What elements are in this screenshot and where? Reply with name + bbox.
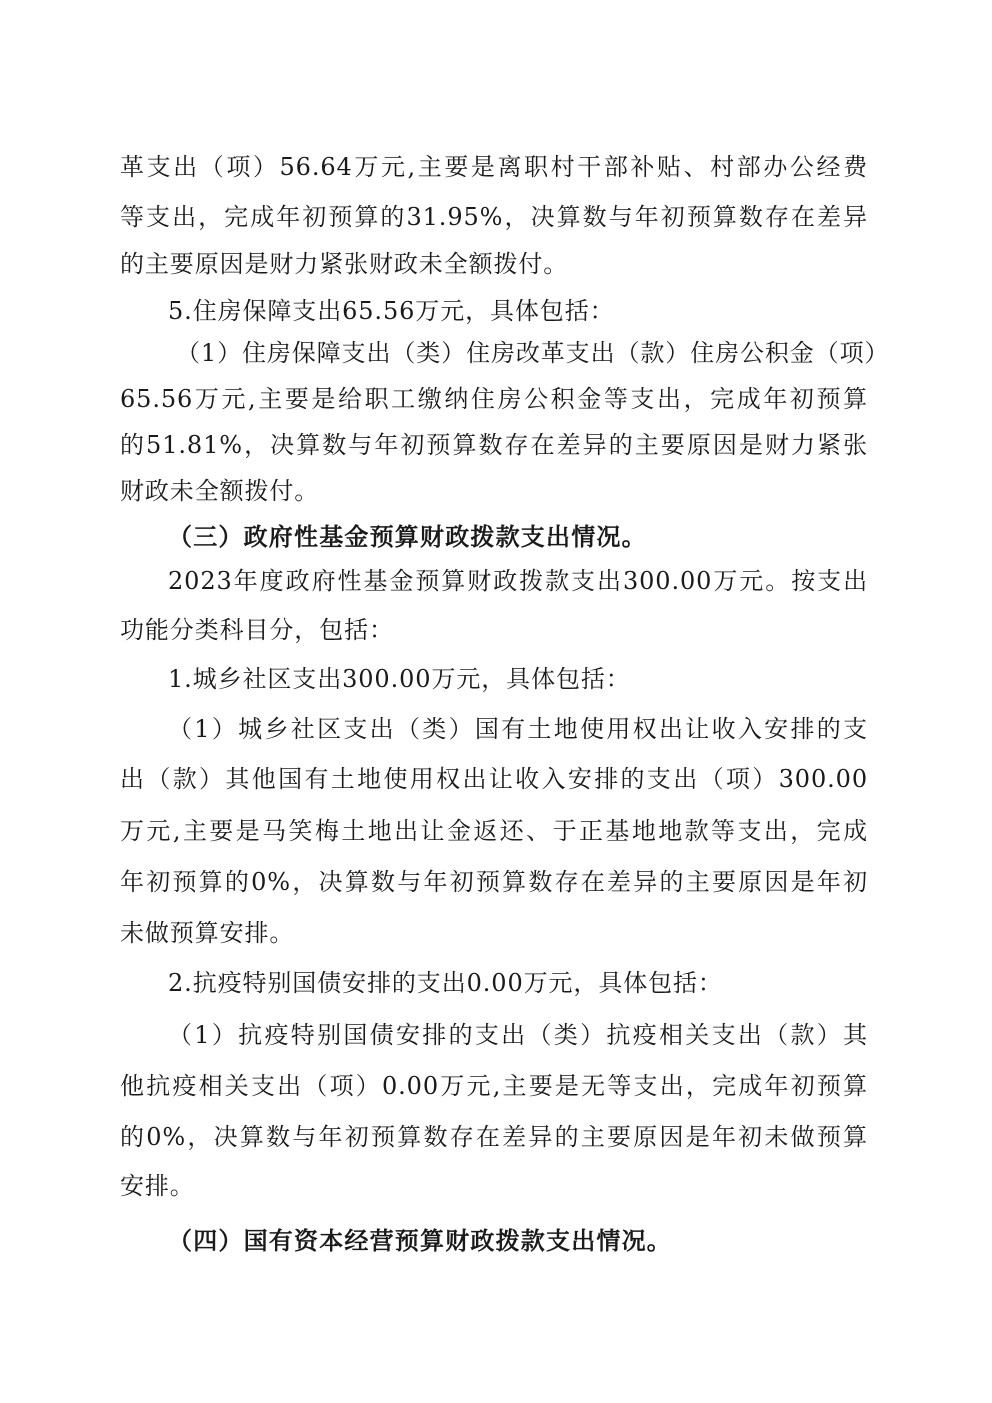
text-line: （1）城乡社区支出（类）国有土地使用权出让收入安排的支	[168, 715, 868, 743]
text-line: 年初预算的0%，决算数与年初预算数存在差异的主要原因是年初	[120, 868, 868, 896]
text-line: 他抗疫相关支出（项）0.00万元,主要是无等支出，完成年初预算	[120, 1072, 868, 1100]
text-line: 未做预算安排。	[120, 919, 295, 947]
text-line: 的0%，决算数与年初预算数存在差异的主要原因是年初未做预算	[120, 1123, 868, 1151]
text-line: 5.住房保障支出65.56万元，具体包括：	[168, 297, 615, 325]
text-line: 2023年度政府性基金预算财政拨款支出300.00万元。按支出	[168, 567, 868, 595]
text-line: 的主要原因是财力紧张财政未全额拨付。	[120, 250, 569, 278]
text-line: 革支出（项）56.64万元,主要是离职村干部补贴、村部办公经费	[120, 153, 868, 181]
text-line: 万元,主要是马笑梅土地出让金返还、于正基地地款等支出，完成	[120, 817, 868, 845]
text-line: 安排。	[120, 1172, 195, 1200]
text-line: （1）抗疫特别国债安排的支出（类）抗疫相关支出（款）其	[168, 1021, 868, 1049]
text-line: 出（款）其他国有土地使用权出让收入安排的支出（项）300.00	[120, 765, 868, 793]
text-line: 65.56万元,主要是给职工缴纳住房公积金等支出，完成年初预算	[120, 385, 868, 413]
text-line: 功能分类科目分，包括：	[120, 616, 394, 644]
text-line: 财政未全额拨付。	[120, 477, 320, 505]
section-heading: （三）政府性基金预算财政拨款支出情况。	[168, 523, 647, 551]
text-line: 的51.81%，决算数与年初预算数存在差异的主要原因是财力紧张	[120, 431, 868, 459]
text-line: 等支出，完成年初预算的31.95%，决算数与年初预算数存在差异	[120, 203, 868, 231]
text-line: 1.城乡社区支出300.00万元，具体包括：	[168, 665, 631, 693]
text-line: （1）住房保障支出（类）住房改革支出（款）住房公积金（项）	[176, 339, 890, 367]
text-line: 2.抗疫特别国债安排的支出0.00万元，具体包括：	[168, 969, 723, 997]
section-heading: （四）国有资本经营预算财政拨款支出情况。	[168, 1227, 672, 1255]
